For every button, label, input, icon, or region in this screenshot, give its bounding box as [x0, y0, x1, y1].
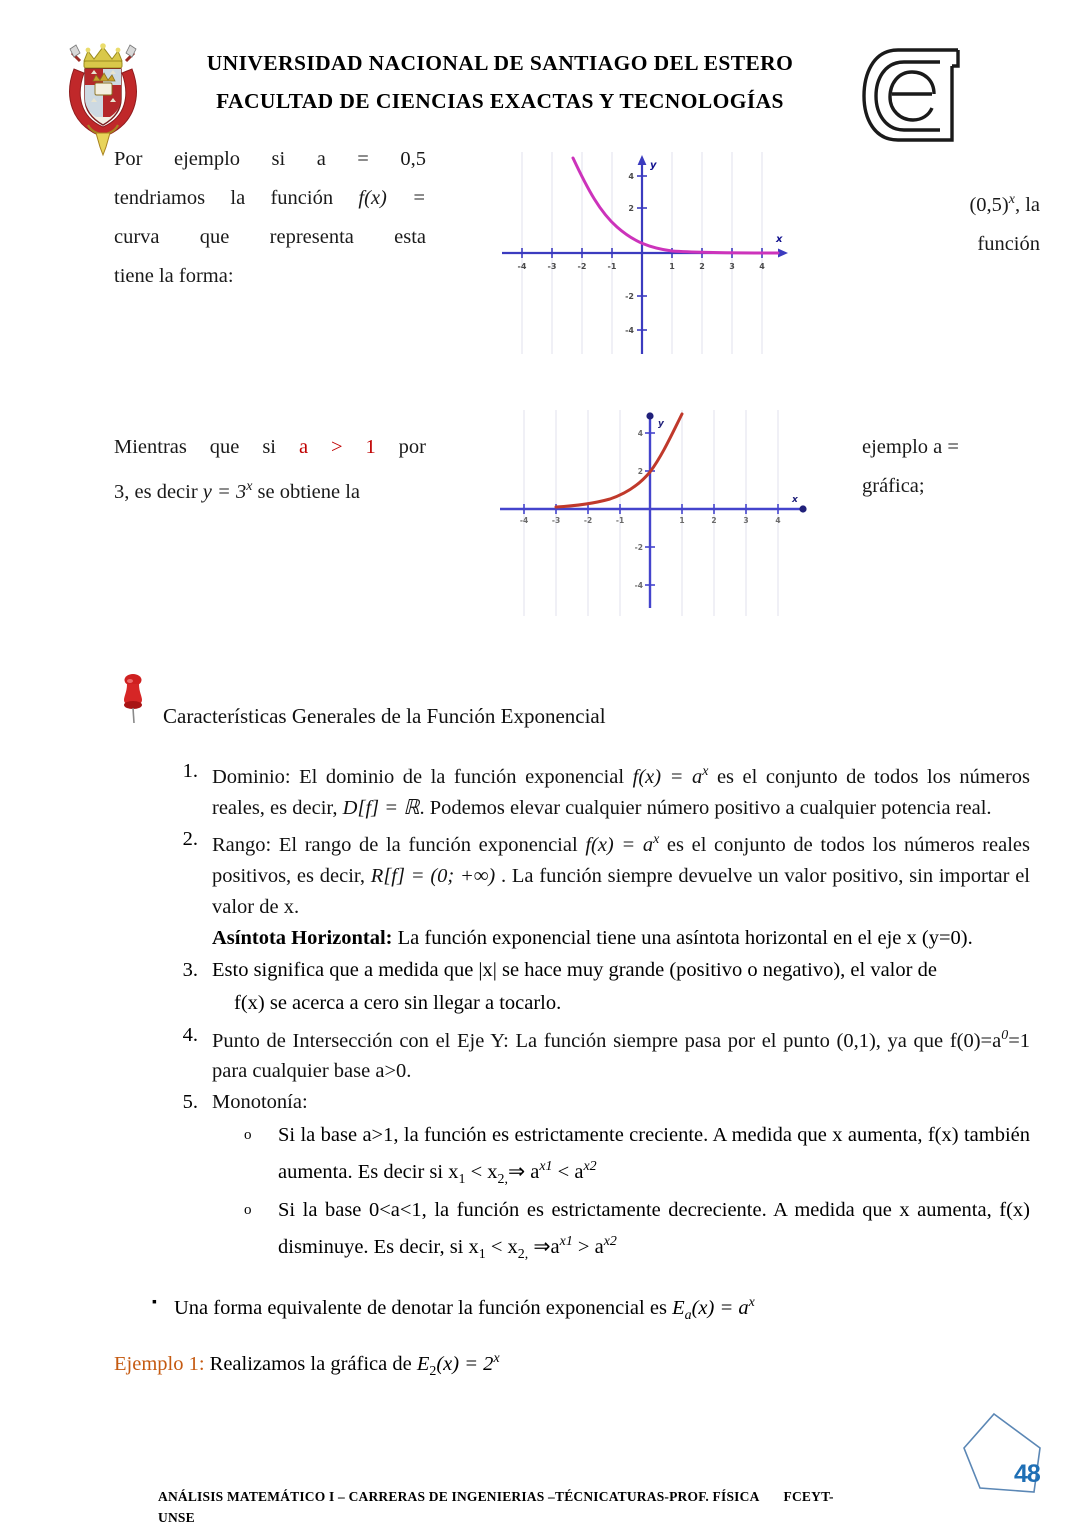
svg-text:-1: -1: [607, 262, 617, 271]
footer-line1-tail: FCEYT-: [783, 1489, 834, 1504]
section1-right-text: [860, 180, 1040, 264]
monotonia-sublist: [244, 1120, 1030, 1270]
list-item-text: Dominio: El dominio de la función exponencial $f(x) = a^x$ es el conjunto de todos los números reales, es decir, D[f] = ℝ. Podemos elevar cualquier número positivo a cualquier potencia real.: [212, 764, 1031, 819]
svg-text:-2: -2: [577, 262, 587, 271]
list-item: [162, 824, 1030, 923]
svg-text:-1: -1: [615, 516, 625, 525]
svg-text:4: 4: [775, 516, 781, 525]
page-footer: [158, 1486, 948, 1528]
list-item: [244, 1120, 1030, 1195]
svg-text:4: 4: [628, 172, 634, 181]
list-item-number: 3.: [182, 958, 198, 981]
s1-right-line1: $(0,5)^x$, la: [969, 192, 1040, 216]
example-text: Realizamos la gráfica de: [204, 1352, 417, 1375]
exponential-decay-chart: [500, 132, 818, 362]
svg-text:3: 3: [729, 262, 735, 271]
svg-text:4: 4: [637, 429, 643, 438]
characteristics-list: [162, 756, 1030, 1270]
svg-text:-4: -4: [519, 516, 529, 525]
list-item-text: Esto significa que a medida que |x| se hace muy grande (positivo o negativo), el valor de: [212, 958, 937, 981]
svg-text:2: 2: [699, 262, 705, 271]
list-item-number: 5.: [182, 1091, 198, 1114]
svg-text:2: 2: [637, 467, 643, 476]
page-number-badge: [962, 1408, 1062, 1500]
s1-line2: tendriamos la función f(x) =: [114, 187, 427, 209]
circle-bullet-icon: o: [244, 1127, 252, 1144]
section1-left-text: [114, 140, 426, 296]
svg-text:1: 1: [679, 516, 685, 525]
svg-text:y: y: [658, 419, 664, 429]
s2-right-line2: gráfica;: [862, 475, 925, 497]
header-title-line2: FACULTAD DE CIENCIAS EXACTAS Y TECNOLOGÍAS: [216, 89, 784, 113]
svg-text:2: 2: [628, 204, 634, 213]
s2-line1: Mientras que si a > 1 por: [114, 436, 426, 458]
svg-text:x: x: [776, 234, 783, 245]
list-item: [162, 1020, 1030, 1088]
list-item: [162, 923, 1030, 1020]
svg-text:-3: -3: [551, 516, 561, 525]
list-item: [244, 1195, 1030, 1270]
svg-text:1: 1: [669, 262, 675, 271]
characteristics-heading-row: [118, 672, 818, 742]
svg-text:-4: -4: [625, 326, 634, 335]
svg-text:4: 4: [759, 262, 765, 271]
list-item-text-cont: f(x) se acerca a cero sin llegar a tocarlo.: [234, 991, 562, 1014]
list-item-text: Si la base 0<a<1, la función es estrictamente decreciente. A medida que x aumenta, f(x) disminuye. Es decir, si $x_1 < x_{2,}$ $\Rightarrow a^{x1} > a^{x2}$: [278, 1199, 1030, 1263]
asintota-horizontal-line: Asíntota Horizontal: La función exponencial tiene una asíntota horizontal en el eje x (y=0).: [212, 926, 973, 949]
svg-text:-2: -2: [583, 516, 593, 525]
example-label: Ejemplo 1:: [114, 1352, 205, 1375]
header-title-line1: UNIVERSIDAD NACIONAL DE SANTIAGO DEL ESTERO: [206, 51, 794, 75]
list-item-text: Rango: El rango de la función exponencial $f(x) = a^x$ es el conjunto de todos los números reales positivos, es decir, R[f] = (0; +∞) . La función siempre devuelve un valor positivo, sin importar el valor de x.: [212, 831, 1031, 918]
exponential-growth-chart: [500, 402, 818, 624]
fceyt-emblem-icon: [862, 42, 962, 147]
s1-line1: Por ejemplo si a = 0,5: [114, 148, 426, 170]
equivalent-notation-note: [152, 1288, 952, 1331]
list-item-text: Si la base a>1, la función es estrictamente creciente. A medida que x aumenta, f(x) también aumenta. Es decir si $x_1$ < $x_{2,}\Rightarrow$ $a^{x1} < a^{x2}$: [278, 1124, 1030, 1188]
svg-text:2: 2: [711, 516, 717, 525]
list-item-text: Monotonía:: [212, 1091, 308, 1114]
footer-line2: UNSE: [158, 1510, 195, 1525]
footer-line1: ANÁLISIS MATEMÁTICO I – CARRERAS DE INGENIERIAS –TÉCNICATURAS-PROF. FÍSICA: [158, 1489, 760, 1504]
header-titles: [170, 44, 830, 120]
svg-text:y: y: [650, 160, 657, 171]
circle-bullet-icon: o: [244, 1202, 252, 1219]
svg-text:3: 3: [743, 516, 749, 525]
svg-text:-4: -4: [517, 262, 527, 271]
s1-right-line2: función: [977, 232, 1040, 255]
characteristics-heading-text: Características Generales de la Función Exponencial: [163, 704, 606, 728]
example-line: Ejemplo 1: Realizamos la gráfica de $E_2(x) = 2^x$: [114, 1351, 500, 1379]
section2-left-text: [114, 428, 426, 512]
list-item-number: 2.: [182, 827, 198, 850]
list-item-number: 4.: [182, 1023, 198, 1046]
asintota-label: Asíntota Horizontal:: [212, 926, 393, 949]
svg-text:-2: -2: [625, 292, 634, 301]
s2-line2: 3, es decir $y = 3^x$ se obtiene la: [114, 479, 361, 503]
s2-right-line1: ejemplo a =: [862, 436, 959, 458]
pushpin-icon: [118, 672, 152, 724]
page-header: [0, 0, 1080, 130]
page-number: 48: [1014, 1460, 1040, 1488]
square-bullet-icon: ▪: [152, 1295, 157, 1310]
list-item-text: Punto de Intersección con el Eje Y: La función siempre pasa por el punto (0,1), ya que $f(0)=a^0=1$ para cualquier base a>0.: [212, 1027, 1030, 1083]
svg-text:-4: -4: [634, 581, 643, 590]
svg-text:x: x: [792, 495, 798, 505]
section2-right-text: [862, 428, 1040, 506]
list-item-number: 1.: [182, 760, 198, 782]
list-item: [162, 756, 1030, 824]
condition-a-gt-1: a > 1: [298, 436, 376, 458]
svg-text:-2: -2: [634, 543, 643, 552]
equivalent-notation-text: Una forma equivalente de denotar la función exponencial es $E_a(x) = a^x$: [174, 1295, 755, 1323]
svg-text:-3: -3: [547, 262, 557, 271]
s1-line3: curva que representa esta: [114, 226, 426, 248]
list-item: [162, 1087, 1030, 1118]
s1-line4: tiene la forma:: [114, 265, 234, 287]
